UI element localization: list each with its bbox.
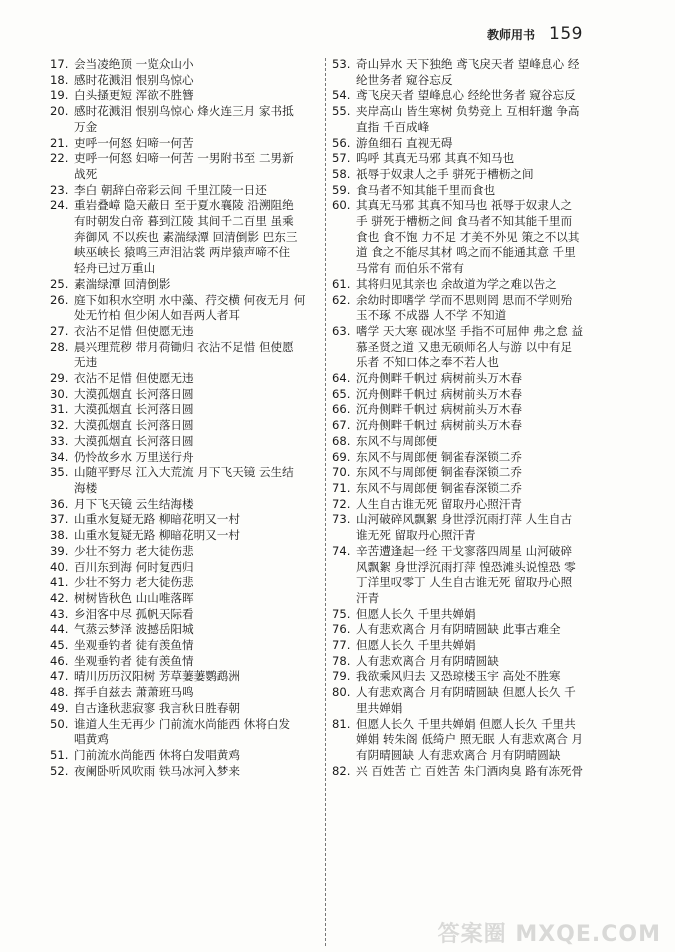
answer-text: 呜呼 其真无马邪 其真不知马也 [356, 151, 515, 166]
answer-entry [332, 434, 622, 450]
answer-number: 43. [50, 606, 69, 621]
answer-text: 但愿人长久 千里共婵娟 但愿人长久 千里共 婵娟 转朱阁 低绮户 照无眠 人有悲欢离合 月 有阴晴圆缺 人有悲欢离合 月有阴晴圆缺 [356, 716, 584, 762]
answer-number: 20. [50, 104, 69, 119]
answer-number: 35. [50, 465, 69, 480]
answer-text: 挥手自兹去 萧萧班马鸣 [74, 685, 194, 700]
answer-text: 余幼时即嗜学 学而不思则罔 思而不学则殆 玉不琢 不成器 人不学 不知道 [356, 292, 573, 323]
answer-entry [332, 654, 622, 670]
answer-number: 77. [332, 638, 351, 653]
answer-entry [50, 654, 320, 670]
answer-number: 82. [332, 763, 351, 778]
answer-entry [50, 183, 320, 199]
answer-text: 东风不与周郎便 铜雀春深锁二乔 [356, 465, 522, 480]
answer-number: 51. [50, 747, 69, 762]
answer-entry [50, 151, 320, 182]
answer-text: 吏呼一何怒 妇啼一何苦 [74, 135, 194, 150]
answer-text: 辛苦遭逢起一经 干戈寥落四周星 山河破碎 风飘絮 身世浮沉雨打萍 惶恐滩头说惶恐 零 丁洋里叹零丁 人生自古谁无死 留取丹心照 汗青 [356, 543, 576, 605]
answer-entry [332, 669, 622, 685]
answer-number: 23. [50, 182, 69, 197]
answer-number: 45. [50, 638, 69, 653]
answer-entry [50, 622, 320, 638]
answer-entry [332, 418, 622, 434]
answer-entry [332, 450, 622, 466]
answer-text: 其真无马邪 其真不知马也 祇辱于奴隶人之 手 骈死于槽枥之间 食马者不知其能千里而 食也 食不饱 力不足 才美不外见 策之不以其 道 食之不能尽其材 鸣之而不能通其意 千里 马常有 而伯乐不常有 [356, 198, 580, 276]
answer-entry [50, 465, 320, 496]
answer-entry [50, 324, 320, 340]
answer-text: 自古逢秋悲寂寥 我言秋日胜春朝 [74, 700, 240, 715]
answer-column-left [50, 57, 320, 779]
answer-text: 夜阑卧听风吹雨 铁马冰河入梦来 [74, 763, 240, 778]
answer-text: 兴 百姓苦 亡 百姓苦 朱门酒肉臭 路有冻死骨 [356, 763, 584, 778]
answer-number: 80. [332, 685, 351, 700]
answer-number: 30. [50, 386, 69, 401]
answer-entry [332, 88, 622, 104]
answer-entry [50, 277, 320, 293]
answer-text: 人有悲欢离合 月有阴晴圆缺 [356, 653, 499, 668]
answer-number: 60. [332, 198, 351, 213]
answer-entry [332, 293, 622, 324]
answer-entry [50, 450, 320, 466]
answer-text: 树树皆秋色 山山唯落晖 [74, 590, 194, 605]
answer-entry [50, 402, 320, 418]
answer-text: 人有悲欢离合 月有阴晴圆缺 但愿人长久 千 里共婵娟 [356, 685, 576, 715]
answer-number: 18. [50, 72, 69, 87]
answer-text: 大漠孤烟直 长河落日圆 [74, 433, 194, 448]
answer-entry [50, 340, 320, 371]
answer-number: 79. [332, 669, 351, 684]
answer-text: 衣沾不足惜 但使愿无违 [74, 323, 194, 338]
answer-number: 33. [50, 433, 69, 448]
answer-text: 庭下如积水空明 水中藻、荇交横 何夜无月 何 处无竹柏 但少闲人如吾两人者耳 [74, 292, 306, 323]
answer-text: 食马者不知其能千里而食也 [356, 182, 496, 197]
answer-number: 63. [332, 323, 351, 338]
answer-text: 谁道人生无再少 门前流水尚能西 休将白发 唱黄鸡 [74, 716, 291, 747]
answer-number: 69. [332, 449, 351, 464]
answer-entry [50, 293, 320, 324]
answer-entry [332, 402, 622, 418]
answer-entry [332, 167, 622, 183]
answer-number: 34. [50, 449, 69, 464]
answer-number: 76. [332, 622, 351, 637]
answer-entry [332, 465, 622, 481]
answer-entry [332, 387, 622, 403]
answer-number: 17. [50, 57, 69, 71]
answer-entry [332, 183, 622, 199]
answer-text: 少壮不努力 老大徒伤悲 [74, 575, 194, 590]
answer-number: 31. [50, 402, 69, 417]
answer-entry [50, 748, 320, 764]
answer-entry [332, 607, 622, 623]
answer-text: 人有悲欢离合 月有阴晴圆缺 此事古难全 [356, 622, 561, 637]
answer-text: 沉舟侧畔千帆过 病树前头万木春 [356, 402, 522, 417]
answer-text: 李白 朝辞白帝彩云间 千里江陵一日还 [74, 182, 267, 197]
answer-entry [332, 198, 622, 277]
answer-text: 沉舟侧畔千帆过 病树前头万木春 [356, 371, 522, 386]
answer-text: 东风不与周郎便 铜雀春深锁二乔 [356, 449, 522, 464]
answer-number: 38. [50, 528, 69, 543]
answer-text: 月下飞天镜 云生结海楼 [74, 496, 194, 511]
answer-entry [332, 685, 622, 716]
answer-entry [332, 544, 622, 607]
answer-number: 68. [332, 433, 351, 448]
answer-entry [50, 591, 320, 607]
answer-entry [50, 57, 320, 73]
answer-text: 感时花溅泪 恨别鸟惊心 [74, 72, 194, 87]
answer-entry [50, 434, 320, 450]
answer-text: 仍怜故乡水 万里送行舟 [74, 449, 194, 464]
answer-number: 56. [332, 135, 351, 150]
answer-entry [332, 151, 622, 167]
answer-number: 71. [332, 480, 351, 495]
answer-number: 25. [50, 276, 69, 291]
answer-text: 山重水复疑无路 柳暗花明又一村 [74, 512, 240, 527]
answer-number: 72. [332, 496, 351, 511]
answer-text: 大漠孤烟直 长河落日圆 [74, 402, 194, 417]
answer-number: 22. [50, 151, 69, 166]
answer-text: 沉舟侧畔千帆过 病树前头万木春 [356, 386, 522, 401]
answer-text: 晴川历历汉阳树 芳草萋萋鹦鹉洲 [74, 669, 240, 684]
answer-number: 24. [50, 198, 69, 213]
answer-number: 48. [50, 685, 69, 700]
answer-text: 白头搔更短 浑欲不胜簪 [74, 88, 194, 103]
answer-entry [50, 512, 320, 528]
answer-entry [332, 57, 622, 88]
answer-entry [50, 198, 320, 277]
answer-number: 64. [332, 371, 351, 386]
answer-number: 46. [50, 653, 69, 668]
answer-entry [50, 607, 320, 623]
answer-entry [50, 418, 320, 434]
answer-number: 62. [332, 292, 351, 307]
answer-entry [50, 136, 320, 152]
answer-entry [50, 387, 320, 403]
watermark-logo: 答案圈 MXQE.COM [437, 922, 661, 947]
answer-number: 52. [50, 763, 69, 778]
answer-text: 百川东到海 何时复西归 [74, 559, 194, 574]
answer-column-right [332, 57, 622, 779]
answer-entry [50, 669, 320, 685]
answer-entry [50, 73, 320, 89]
answer-text: 重岩叠嶂 隐天蔽日 至于夏水襄陵 沿溯阻绝 有时朝发白帝 暮到江陵 其间千二百里 虽乘 奔御风 不以疾也 素湍绿潭 回清倒影 巴东三 峡巫峡长 猿鸣三声泪沾裳 两岸猿声啼不住 轻舟已过万重山 [74, 198, 298, 276]
answer-text: 坐观垂钓者 徒有羡鱼情 [74, 638, 194, 653]
answer-entry [50, 371, 320, 387]
answer-number: 37. [50, 512, 69, 527]
answer-number: 53. [332, 57, 351, 71]
answer-number: 19. [50, 88, 69, 103]
column-divider [325, 58, 326, 946]
answer-number: 57. [332, 151, 351, 166]
answer-number: 54. [332, 88, 351, 103]
answer-number: 36. [50, 496, 69, 511]
answer-entry [50, 88, 320, 104]
answer-number: 66. [332, 402, 351, 417]
answer-text: 大漠孤烟直 长河落日圆 [74, 418, 194, 433]
answer-number: 29. [50, 371, 69, 386]
answer-number: 74. [332, 543, 351, 558]
answer-number: 41. [50, 575, 69, 590]
answer-number: 28. [50, 339, 69, 354]
answer-number: 21. [50, 135, 69, 150]
answer-text: 祇辱于奴隶人之手 骈死于槽枥之间 [356, 166, 534, 181]
answer-entry [50, 764, 320, 780]
answer-text: 乡泪客中尽 孤帆天际看 [74, 606, 194, 621]
answer-entry [50, 104, 320, 135]
answer-text: 沉舟侧畔千帆过 病树前头万木春 [356, 418, 522, 433]
answer-number: 75. [332, 606, 351, 621]
answer-entry [50, 497, 320, 513]
answer-number: 44. [50, 622, 69, 637]
answer-entry [332, 371, 622, 387]
answer-number: 58. [332, 166, 351, 181]
answer-text: 少壮不努力 老大徒伤悲 [74, 543, 194, 558]
answer-number: 65. [332, 386, 351, 401]
answer-entry [332, 622, 622, 638]
answer-text: 夹岸高山 皆生寒树 负势竞上 互相轩邈 争高 直指 千百成峰 [356, 104, 580, 134]
answer-number: 32. [50, 418, 69, 433]
answer-entry [50, 575, 320, 591]
answer-entry [332, 277, 622, 293]
answer-text: 感时花溅泪 恨别鸟惊心 烽火连三月 家书抵 万金 [74, 104, 294, 134]
answer-text: 我欲乘风归去 又恐琼楼玉宇 高处不胜寒 [356, 669, 561, 684]
answer-entry [332, 481, 622, 497]
answer-number: 40. [50, 559, 69, 574]
answer-entry [332, 512, 622, 543]
answer-entry [50, 701, 320, 717]
answer-text: 但愿人长久 千里共婵娟 [356, 606, 476, 621]
answer-entry [50, 685, 320, 701]
answer-text: 山河破碎风飘絮 身世浮沉雨打萍 人生自古 谁无死 留取丹心照汗青 [356, 512, 573, 543]
answer-entry [332, 764, 622, 780]
answer-number: 81. [332, 716, 351, 731]
answer-entry [332, 324, 622, 371]
answer-text: 大漠孤烟直 长河落日圆 [74, 386, 194, 401]
answer-entry [50, 638, 320, 654]
answer-text: 东风不与周郎便 铜雀春深锁二乔 [356, 480, 522, 495]
answer-number: 61. [332, 276, 351, 291]
answer-number: 78. [332, 653, 351, 668]
answer-text: 嗜学 天大寒 砚冰坚 手指不可屈伸 弗之怠 益 慕圣贤之道 又患无硕师名人与游 以中有足 乐者 不知口体之奉不若人也 [356, 323, 584, 370]
answer-text: 鸢飞戾天者 望峰息心 经纶世务者 窥谷忘反 [356, 88, 576, 103]
answer-entry [50, 560, 320, 576]
answer-text: 游鱼细石 直视无碍 [356, 135, 453, 150]
answer-number: 27. [50, 323, 69, 338]
answer-text: 山随平野尽 江入大荒流 月下飞天镜 云生结 海楼 [74, 465, 294, 495]
answer-text: 衣沾不足惜 但使愿无违 [74, 371, 194, 386]
answer-text: 门前流水尚能西 休将白发唱黄鸡 [74, 747, 240, 762]
answer-number: 49. [50, 700, 69, 715]
answer-text: 会当凌绝顶 一览众山小 [74, 57, 194, 71]
answer-text: 但愿人长久 千里共婵娟 [356, 638, 476, 653]
answer-entry [332, 638, 622, 654]
answer-entry [332, 136, 622, 152]
answer-number: 59. [332, 182, 351, 197]
answer-text: 素湍绿潭 回清倒影 [74, 276, 171, 291]
answer-number: 47. [50, 669, 69, 684]
answer-text: 山重水复疑无路 柳暗花明又一村 [74, 528, 240, 543]
book-label: 教师用书 [487, 28, 536, 42]
answer-text: 其将归见其亲也 余故道为学之难以告之 [356, 276, 557, 291]
answer-text: 晨兴理荒秽 带月荷锄归 衣沾不足惜 但使愿 无违 [74, 339, 294, 370]
answer-number: 26. [50, 292, 69, 307]
answer-number: 67. [332, 418, 351, 433]
answer-text: 奇山异水 天下独绝 鸢飞戾天者 望峰息心 经 纶世务者 窥谷忘反 [356, 57, 580, 87]
page-number: 159 [549, 24, 583, 44]
answer-entry [50, 717, 320, 748]
answer-number: 50. [50, 716, 69, 731]
answer-text: 东风不与周郎便 [356, 433, 438, 448]
answer-entry [332, 104, 622, 135]
page-header [487, 24, 583, 46]
answer-entry [50, 544, 320, 560]
answer-number: 70. [332, 465, 351, 480]
answer-entry [332, 717, 622, 764]
answer-number: 55. [332, 104, 351, 119]
answer-entry [50, 528, 320, 544]
answer-number: 42. [50, 590, 69, 605]
answer-text: 气蒸云梦泽 波撼岳阳城 [74, 622, 194, 637]
answer-text: 坐观垂钓者 徒有羡鱼情 [74, 653, 194, 668]
answer-number: 73. [332, 512, 351, 527]
answer-number: 39. [50, 543, 69, 558]
answer-text: 吏呼一何怒 妇啼一何苦 一男附书至 二男新 战死 [74, 151, 294, 181]
answer-entry [332, 497, 622, 513]
answer-text: 人生自古谁无死 留取丹心照汗青 [356, 496, 522, 511]
